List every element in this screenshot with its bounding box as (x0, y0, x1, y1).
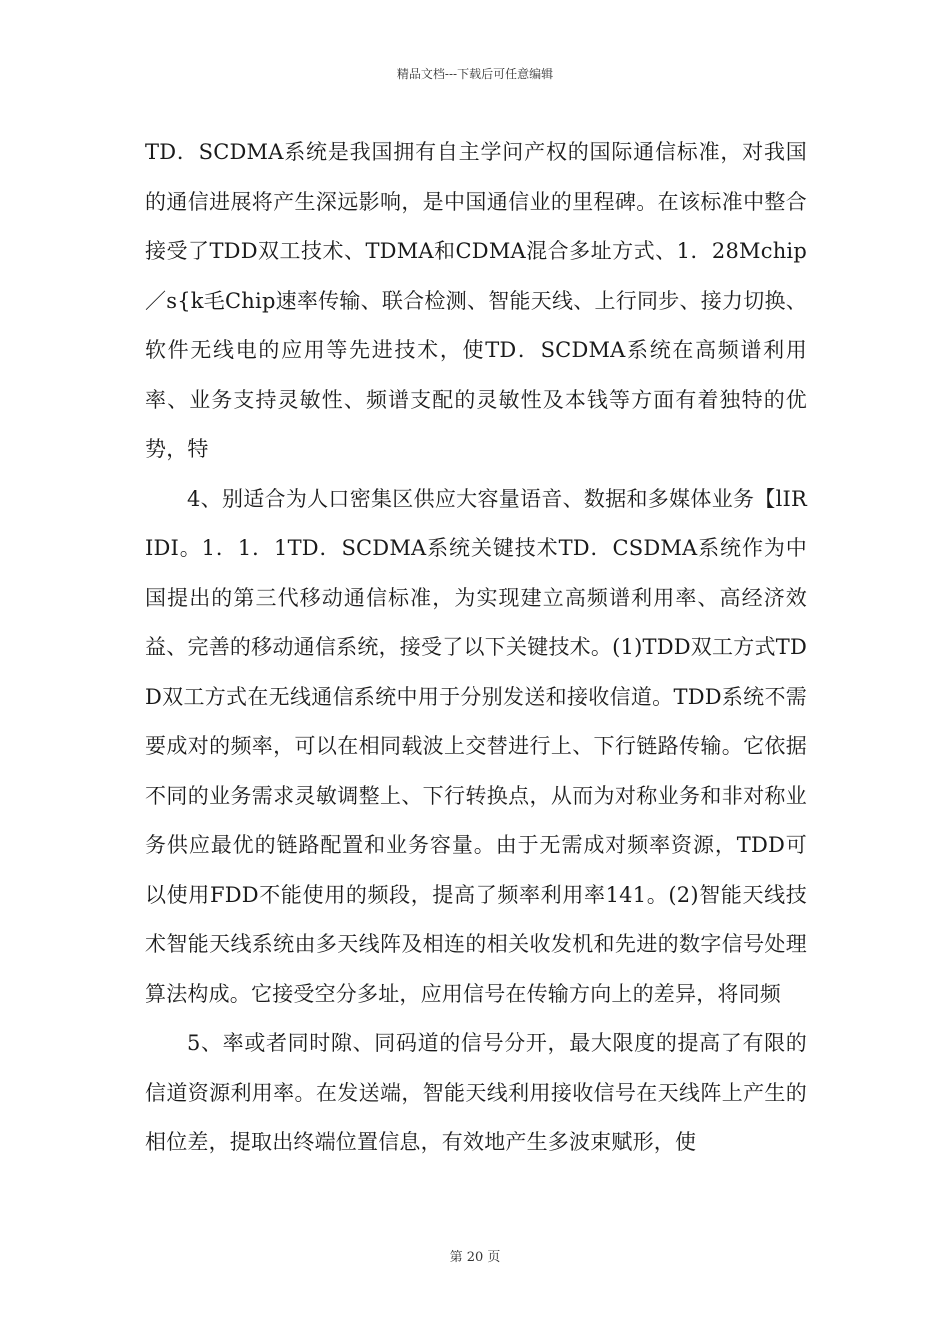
page-number: 第 20 页 (449, 1250, 501, 1265)
paragraph-3: 5、率或者同时隙、同码道的信号分开，最大限度的提高了有限的信道资源利用率。在发送端，智能天线利用接收信号在天线阵上产生的相位差，提取出终端位置信息，有效地产生多波束赋形，使 (145, 1031, 807, 1154)
page-header: 精品文档---下载后可任意编辑 (396, 67, 554, 81)
document-body (145, 128, 807, 1168)
paragraph-1: TD．SCDMA系统是我国拥有自主学问产权的国际通信标准，对我国的通信进展将产生深远影响，是中国通信业的里程碑。在该标准中整合接受了TDD双工技术、TDMA和CDMA混合多址方式、1．28Mchip／s{k毛Chip速率传输、联合检测、智能天线、上行同步、接力切换、软件无线电的应用等先进技术，使TD．SCDMA系统在高频谱利用率、业务支持灵敏性、频谱支配的灵敏性及本钱等方面有着独特的优势，特 (145, 140, 807, 461)
paragraph-2: 4、别适合为人口密集区供应大容量语音、数据和多媒体业务【lIRIDI。1．1．1TD．SCDMA系统关键技术TD．CSDMA系统作为中国提出的第三代移动通信标准，为实现建立高频谱利用率、高经济效益、完善的移动通信系统，接受了以下关键技术。(1)TDD双工方式TDD双工方式在无线通信系统中用于分别发送和接收信道。TDD系统不需要成对的频率，可以在相同载波上交替进行上、下行链路传输。它依据不同的业务需求灵敏调整上、下行转换点，从而为对称业务和非对称业务供应最优的链路配置和业务容量。由于无需成对频率资源，TDD可以使用FDD不能使用的频段，提高了频率利用率141。(2)智能天线技术智能天线系统由多天线阵及相连的相关收发机和先进的数字信号处理算法构成。它接受空分多址，应用信号在传输方向上的差异，将同频 (145, 486, 807, 1006)
